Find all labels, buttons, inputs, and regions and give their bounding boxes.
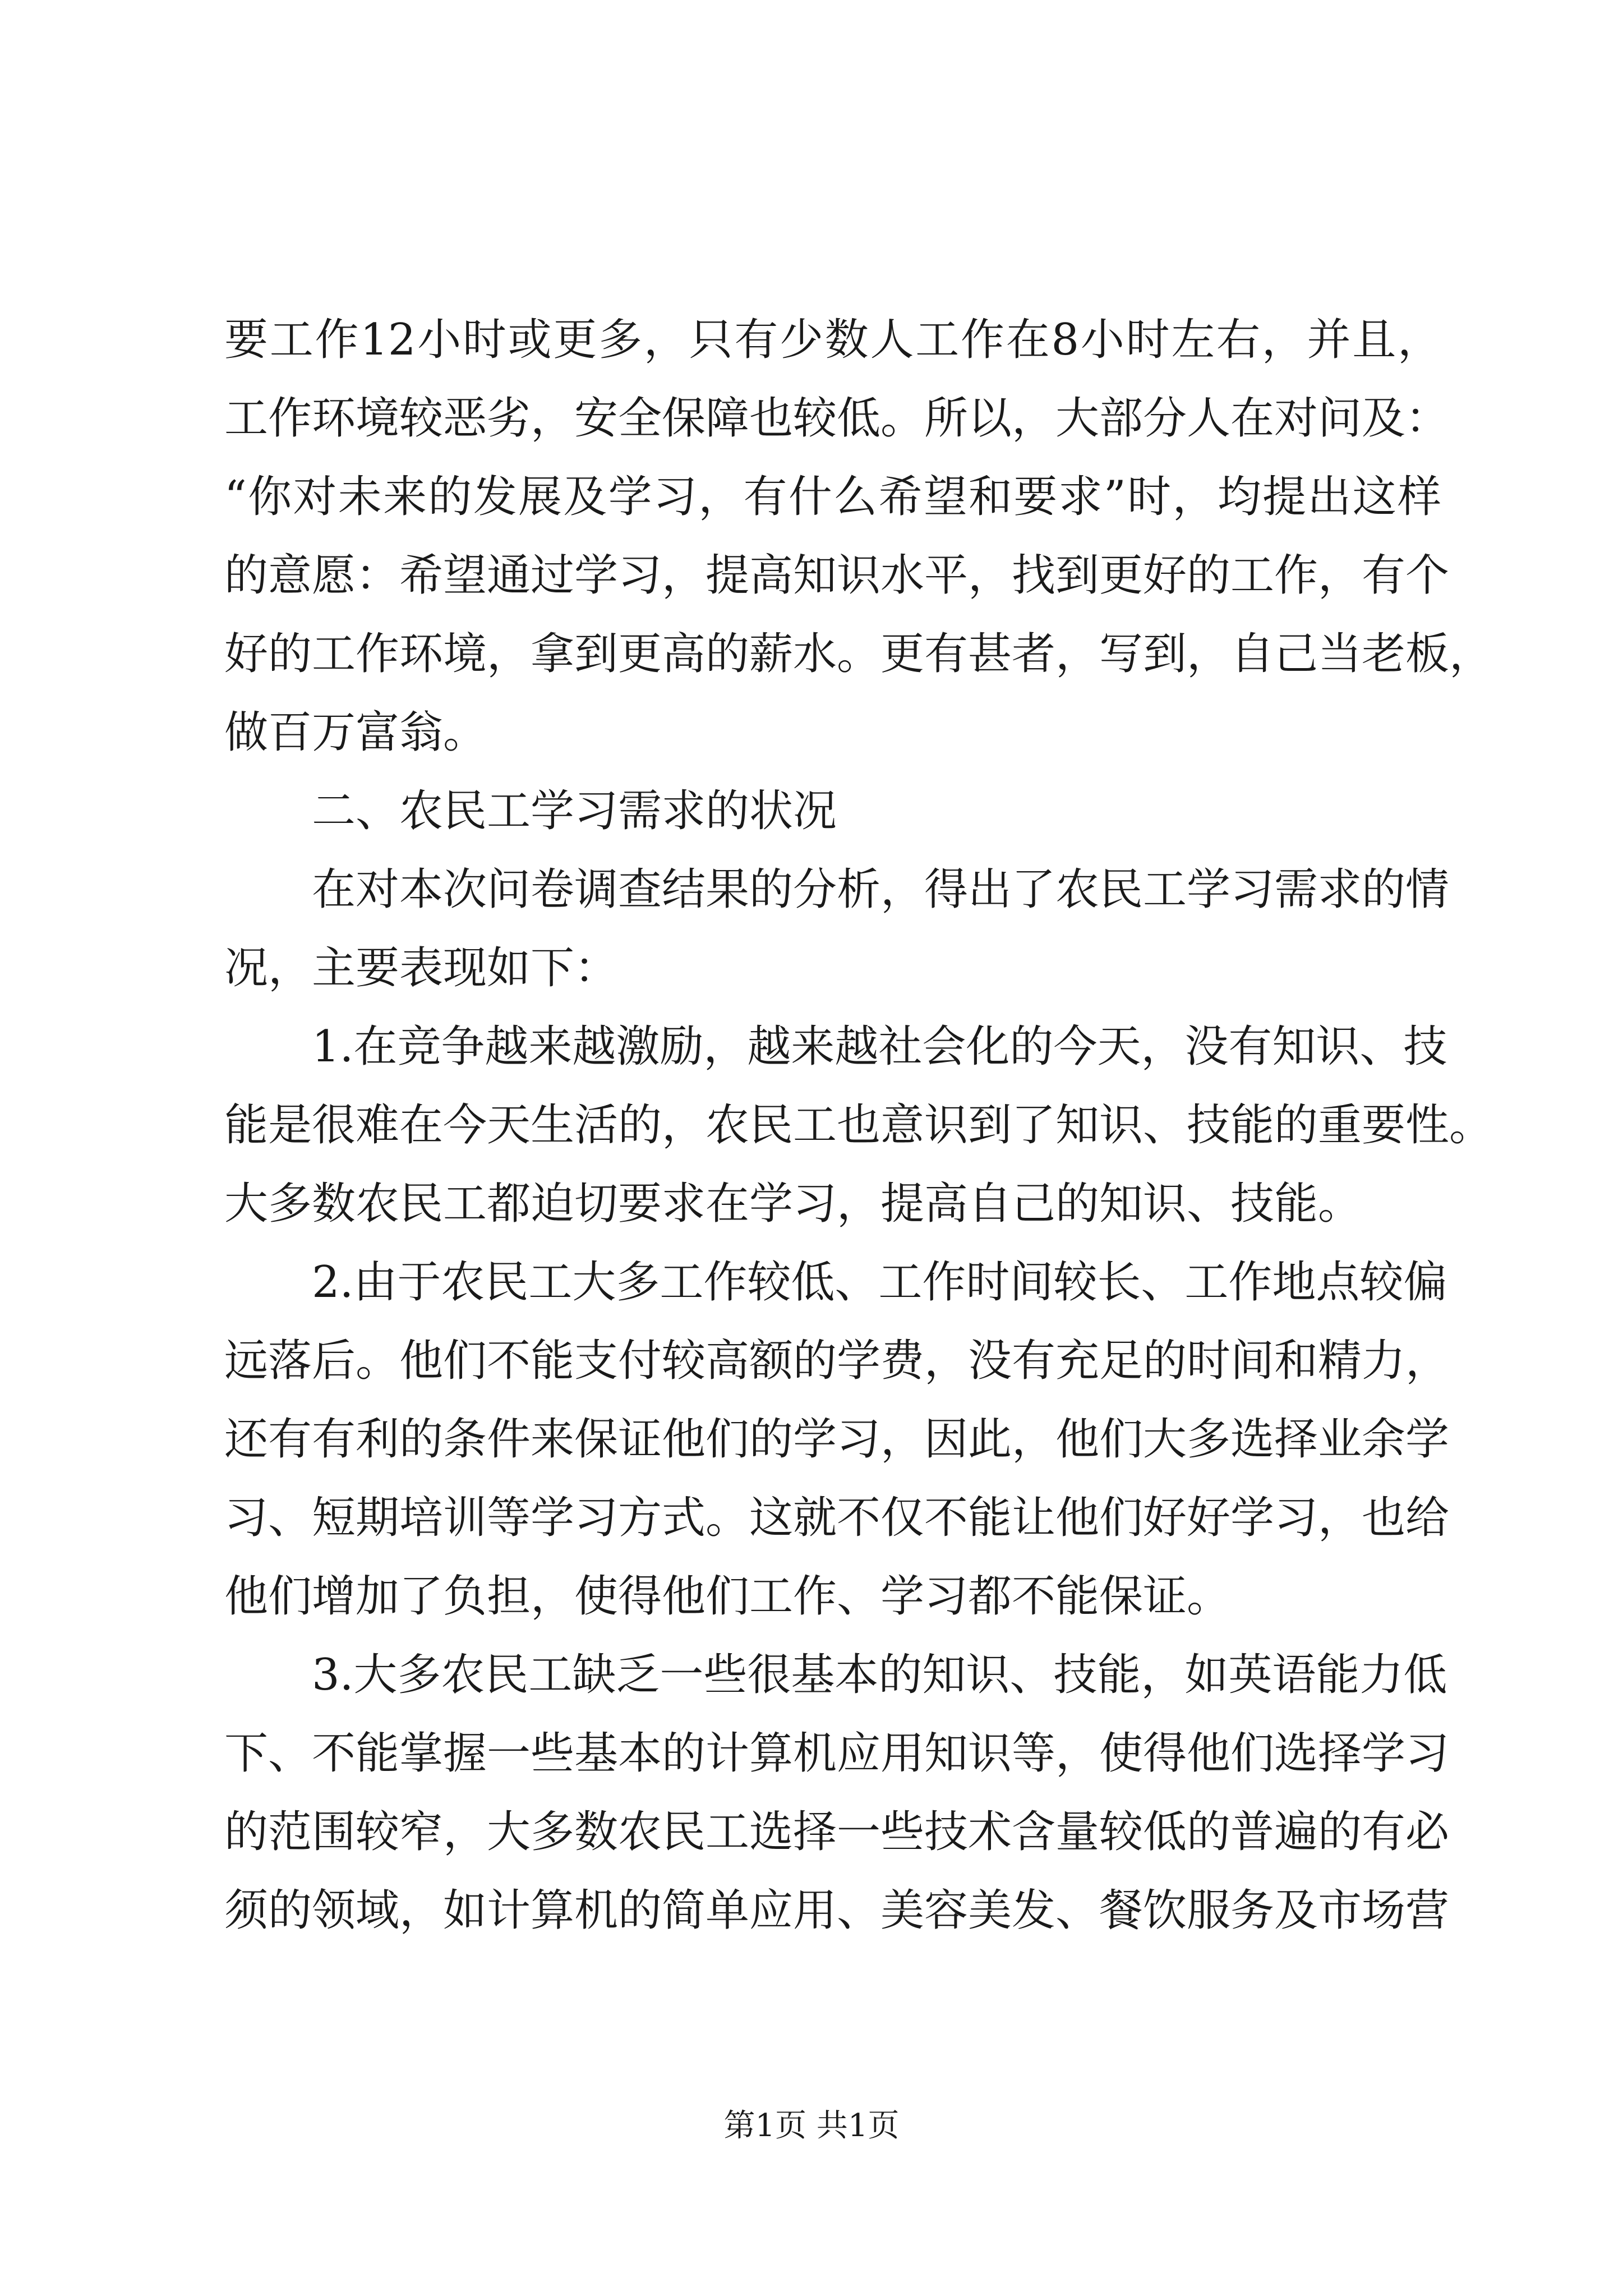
text-line: 还有有利的条件来保证他们的学习，因此，他们大多选择业余学 (224, 1414, 1450, 1465)
text-line: 大多数农民工都迫切要求在学习，提高自己的知识、技能。 (224, 1179, 1362, 1229)
text-line: 要工作12小时或更多，只有少数人工作在8小时左右，并且， (224, 315, 1441, 365)
page-number-footer: 第1页 共1页 (723, 2108, 900, 2144)
list-item-first-line: 1.在竞争越来越激励，越来越社会化的今天，没有知识、技 (312, 1022, 1447, 1072)
text-line: 工作环境较恶劣，安全保障也较低。所以，大部分人在对问及： (224, 393, 1450, 444)
text-line: 下、不能掌握一些基本的计算机应用知识等，使得他们选择学习 (224, 1728, 1450, 1779)
text-line: 他们增加了负担，使得他们工作、学习都不能保证。 (224, 1571, 1231, 1622)
text-line: 能是很难在今天生活的，农民工也意识到了知识、技能的重要性。 (224, 1100, 1493, 1151)
paragraph-first-line: 在对本次问卷调查结果的分析，得出了农民工学习需求的情 (312, 864, 1450, 915)
text-line: 须的领域，如计算机的简单应用、美容美发、餐饮服务及市场营 (224, 1885, 1450, 1936)
text-line: 的范围较窄，大多数农民工选择一些技术含量较低的普遍的有必 (224, 1807, 1450, 1857)
text-line: “你对未来的发展及学习，有什么希望和要求”时，均提出这样 (224, 472, 1441, 522)
text-line: 好的工作环境，拿到更高的薪水。更有甚者，写到，自己当老板， (224, 629, 1493, 679)
text-line: 况，主要表现如下： (224, 943, 619, 993)
text-line: 远落后。他们不能支付较高额的学费，没有充足的时间和精力， (224, 1336, 1450, 1386)
text-line: 做百万富翁。 (224, 707, 487, 758)
section-heading: 二、农民工学习需求的状况 (312, 786, 837, 836)
text-line: 的意愿：希望通过学习，提高知识水平，找到更好的工作，有个 (224, 550, 1450, 601)
list-item-first-line: 2.由于农民工大多工作较低、工作时间较长、工作地点较偏 (312, 1257, 1447, 1308)
list-item-first-line: 3.大多农民工缺乏一些很基本的知识、技能，如英语能力低 (312, 1650, 1447, 1700)
text-line: 习、短期培训等学习方式。这就不仅不能让他们好好学习，也给 (224, 1493, 1450, 1543)
